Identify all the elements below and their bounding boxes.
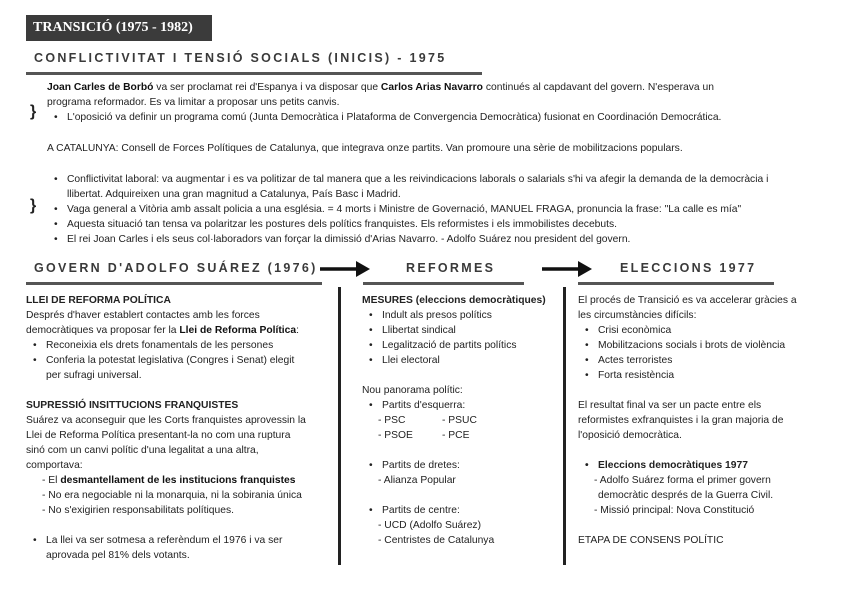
result-line: El resultat final va ser un pacte entre els — [578, 400, 762, 411]
supr-dash-list — [26, 473, 336, 518]
opposition-list — [47, 110, 827, 125]
circumstance-item: • Mobilitzacions socials i brots de violència — [578, 338, 828, 353]
party-psoe: - PSOE — [378, 430, 413, 441]
esquerra-label: • Partits d'esquerra: — [362, 398, 560, 413]
intro-text-1: va ser proclamat rei d'Espanya i va disposar que — [153, 82, 381, 93]
party-psc: - PSC — [378, 415, 406, 426]
eleccions-heading-rule — [578, 282, 774, 285]
party-psuc: - PSUC — [442, 415, 477, 426]
conflict-bullet-continuation: llibertat. Adquireixen una gran magnitud a Catalunya, País Basc i Madrid. — [67, 189, 401, 200]
conflict-bullet: • Aquesta situació tan tensa va polaritzar les postures dels polítics franquistes. Els reformistes i els immobilistes decebuts. — [47, 217, 837, 232]
page-title: TRANSICIÓ (1975 - 1982) — [26, 15, 212, 41]
mesura-item: • Legalització de partits polítics — [362, 338, 560, 353]
eleccions-intro: El procés de Transició es va accelerar gràcies a — [578, 295, 797, 306]
result-line: l'oposició democràtica. — [578, 430, 682, 441]
llei-bullet: • Reconeixia els drets fonamentals de les persones — [26, 338, 336, 353]
bracket-icon-2: } — [30, 197, 37, 214]
llei-bullet-continuation: per sufragi universal. — [46, 370, 142, 381]
circumstance-item: • Forta resistència — [578, 368, 828, 383]
intro-text-2: continués al capdavant del govern. N'esperava un — [482, 82, 714, 93]
reformes-column — [362, 293, 560, 548]
llei-bullets — [26, 338, 336, 383]
dretes-list — [362, 458, 560, 473]
party-pce: - PCE — [442, 430, 470, 441]
llei-title: LLEI DE REFORMA POLÍTICA — [26, 295, 171, 306]
conflict-heading: CONFLICTIVITAT I TENSIÓ SOCIALS (INICIS) - 1975 — [34, 51, 447, 65]
mesures-title: MESURES (eleccions democràtiques) — [362, 295, 546, 306]
govern-heading: GOVERN D'ADOLFO SUÁREZ (1976) — [34, 261, 318, 275]
llei-text: democràtiques va proposar fer la — [26, 325, 180, 336]
esquerra-list — [362, 398, 560, 413]
mesura-item: • Llibertat sindical — [362, 323, 560, 338]
conflict-bullet: • El rei Joan Carles i els seus col·laboradors van forçar la dimissió d'Arias Navarro. - Adolfo Suárez nou president del govern. — [47, 232, 837, 247]
intro-line-2: programa reformador. Es va limitar a proposar uns petits canvis. — [47, 97, 340, 108]
llei-reforma-name: Llei de Reforma Política — [179, 325, 297, 336]
arrow-right-icon — [320, 259, 372, 279]
llei-colon: : — [296, 325, 299, 336]
etapa-text: ETAPA DE CONSENS POLÍTIC — [578, 535, 724, 546]
reformes-heading-rule — [363, 282, 524, 285]
mesura-item: • Llei electoral — [362, 353, 560, 368]
circumstance-item: • Actes terroristes — [578, 353, 828, 368]
conflict-bullet: • Conflictivitat laboral: va augmentar i es va politizar de tal manera que a les reivindicacions laborals o salarials s'hi va afegir la demanda de la democràcia i — [47, 172, 837, 187]
desmantellament-text: desmantellament de les institucions franquistes — [60, 475, 296, 486]
juan-carlos-name: Joan Carles de Borbó — [47, 82, 154, 93]
supr-line: sinó com un canvi polític d'una legalitat a una altra, — [26, 445, 259, 456]
esquerra-parties — [362, 413, 560, 443]
ed-title: • Eleccions democràtiques 1977 — [578, 458, 828, 473]
column-divider — [563, 287, 566, 565]
mesura-item: • Indult als presos polítics — [362, 308, 560, 323]
referendum-continuation: aprovada pel 81% dels votants. — [46, 550, 190, 561]
supr-dash-prefix: - El — [42, 475, 61, 486]
conflict-intro — [47, 80, 827, 110]
bracket-icon: } — [30, 103, 37, 120]
ed-line: - Adolfo Suárez forma el primer govern — [594, 475, 771, 486]
llei-line — [26, 323, 336, 338]
referendum-list — [26, 533, 336, 563]
panorama-label: Nou panorama polític: — [362, 385, 463, 396]
eleccions-heading: ELECCIONS 1977 — [620, 261, 757, 275]
arrow-right-icon — [542, 259, 594, 279]
llei-bullet: • Conferia la potestat legislativa (Congres i Senat) elegit — [26, 353, 336, 368]
govern-column — [26, 293, 336, 563]
govern-heading-rule — [26, 282, 322, 285]
ed-list — [578, 458, 828, 473]
circumstance-item: • Crisi econòmica — [578, 323, 828, 338]
catalunya-text: A CATALUNYA: Consell de Forces Polítiques de Catalunya, que integrava onze partits. Van promoure una sèrie de mobilitzacions populars. — [47, 143, 683, 154]
reformes-heading: REFORMES — [406, 261, 496, 275]
llei-line: Després d'haver establert contactes amb les forces — [26, 310, 260, 321]
arias-navarro-name: Carlos Arias Navarro — [380, 82, 483, 93]
conflict-heading-rule — [26, 72, 482, 75]
referendum-bullet: • La llei va ser sotmesa a referèndum el 1976 i va ser — [26, 533, 336, 548]
dretes-label: • Partits de dretes: — [362, 458, 560, 473]
conflict-bullet: • Vaga general a Vitòria amb assalt policia a una església. = 4 morts i Ministre de Governació, MANUEL FRAGA, pronuncia la frase: "La calle es mía" — [47, 202, 837, 217]
supr-line: Suárez va aconseguir que les Corts franquistes aprovessin la — [26, 415, 306, 426]
supr-line: Llei de Reforma Política presentant-la no com una ruptura — [26, 430, 291, 441]
conflict-bullets — [47, 172, 837, 247]
supr-title: SUPRESSIÓ INSITTUCIONS FRANQUISTES — [26, 400, 239, 411]
eleccions-intro: les circumstàncies difícils: — [578, 310, 697, 321]
centre-label: • Partits de centre: — [362, 503, 560, 518]
dretes-party: - Alianza Popular — [378, 475, 456, 486]
circumstances-list — [578, 323, 828, 383]
supr-dash-item: - No era negociable ni la monarquia, ni la sobirania única — [42, 490, 302, 501]
ed-line: - Missió principal: Nova Constitució — [594, 505, 755, 516]
opposition-item: • L'oposició va definir un programa comú (Junta Democràtica i Plataforma de Convergencia Democràtica) fusionat en Coordinación Democrática. — [47, 110, 827, 125]
eleccions-column — [578, 293, 828, 548]
centre-list — [362, 503, 560, 518]
centre-party: - Centristes de Catalunya — [378, 535, 495, 546]
supr-dash-item — [26, 473, 336, 488]
result-line: reformistes exfranquistes i la gran majoria de — [578, 415, 784, 426]
centre-party: - UCD (Adolfo Suárez) — [378, 520, 481, 531]
column-divider — [338, 287, 341, 565]
ed-line: democràtic després de la Guerra Civil. — [598, 490, 774, 501]
supr-dash-item: - No s'exigirien responsabilitats polítiques. — [42, 505, 234, 516]
supr-line: comportava: — [26, 460, 83, 471]
mesures-list — [362, 308, 560, 368]
